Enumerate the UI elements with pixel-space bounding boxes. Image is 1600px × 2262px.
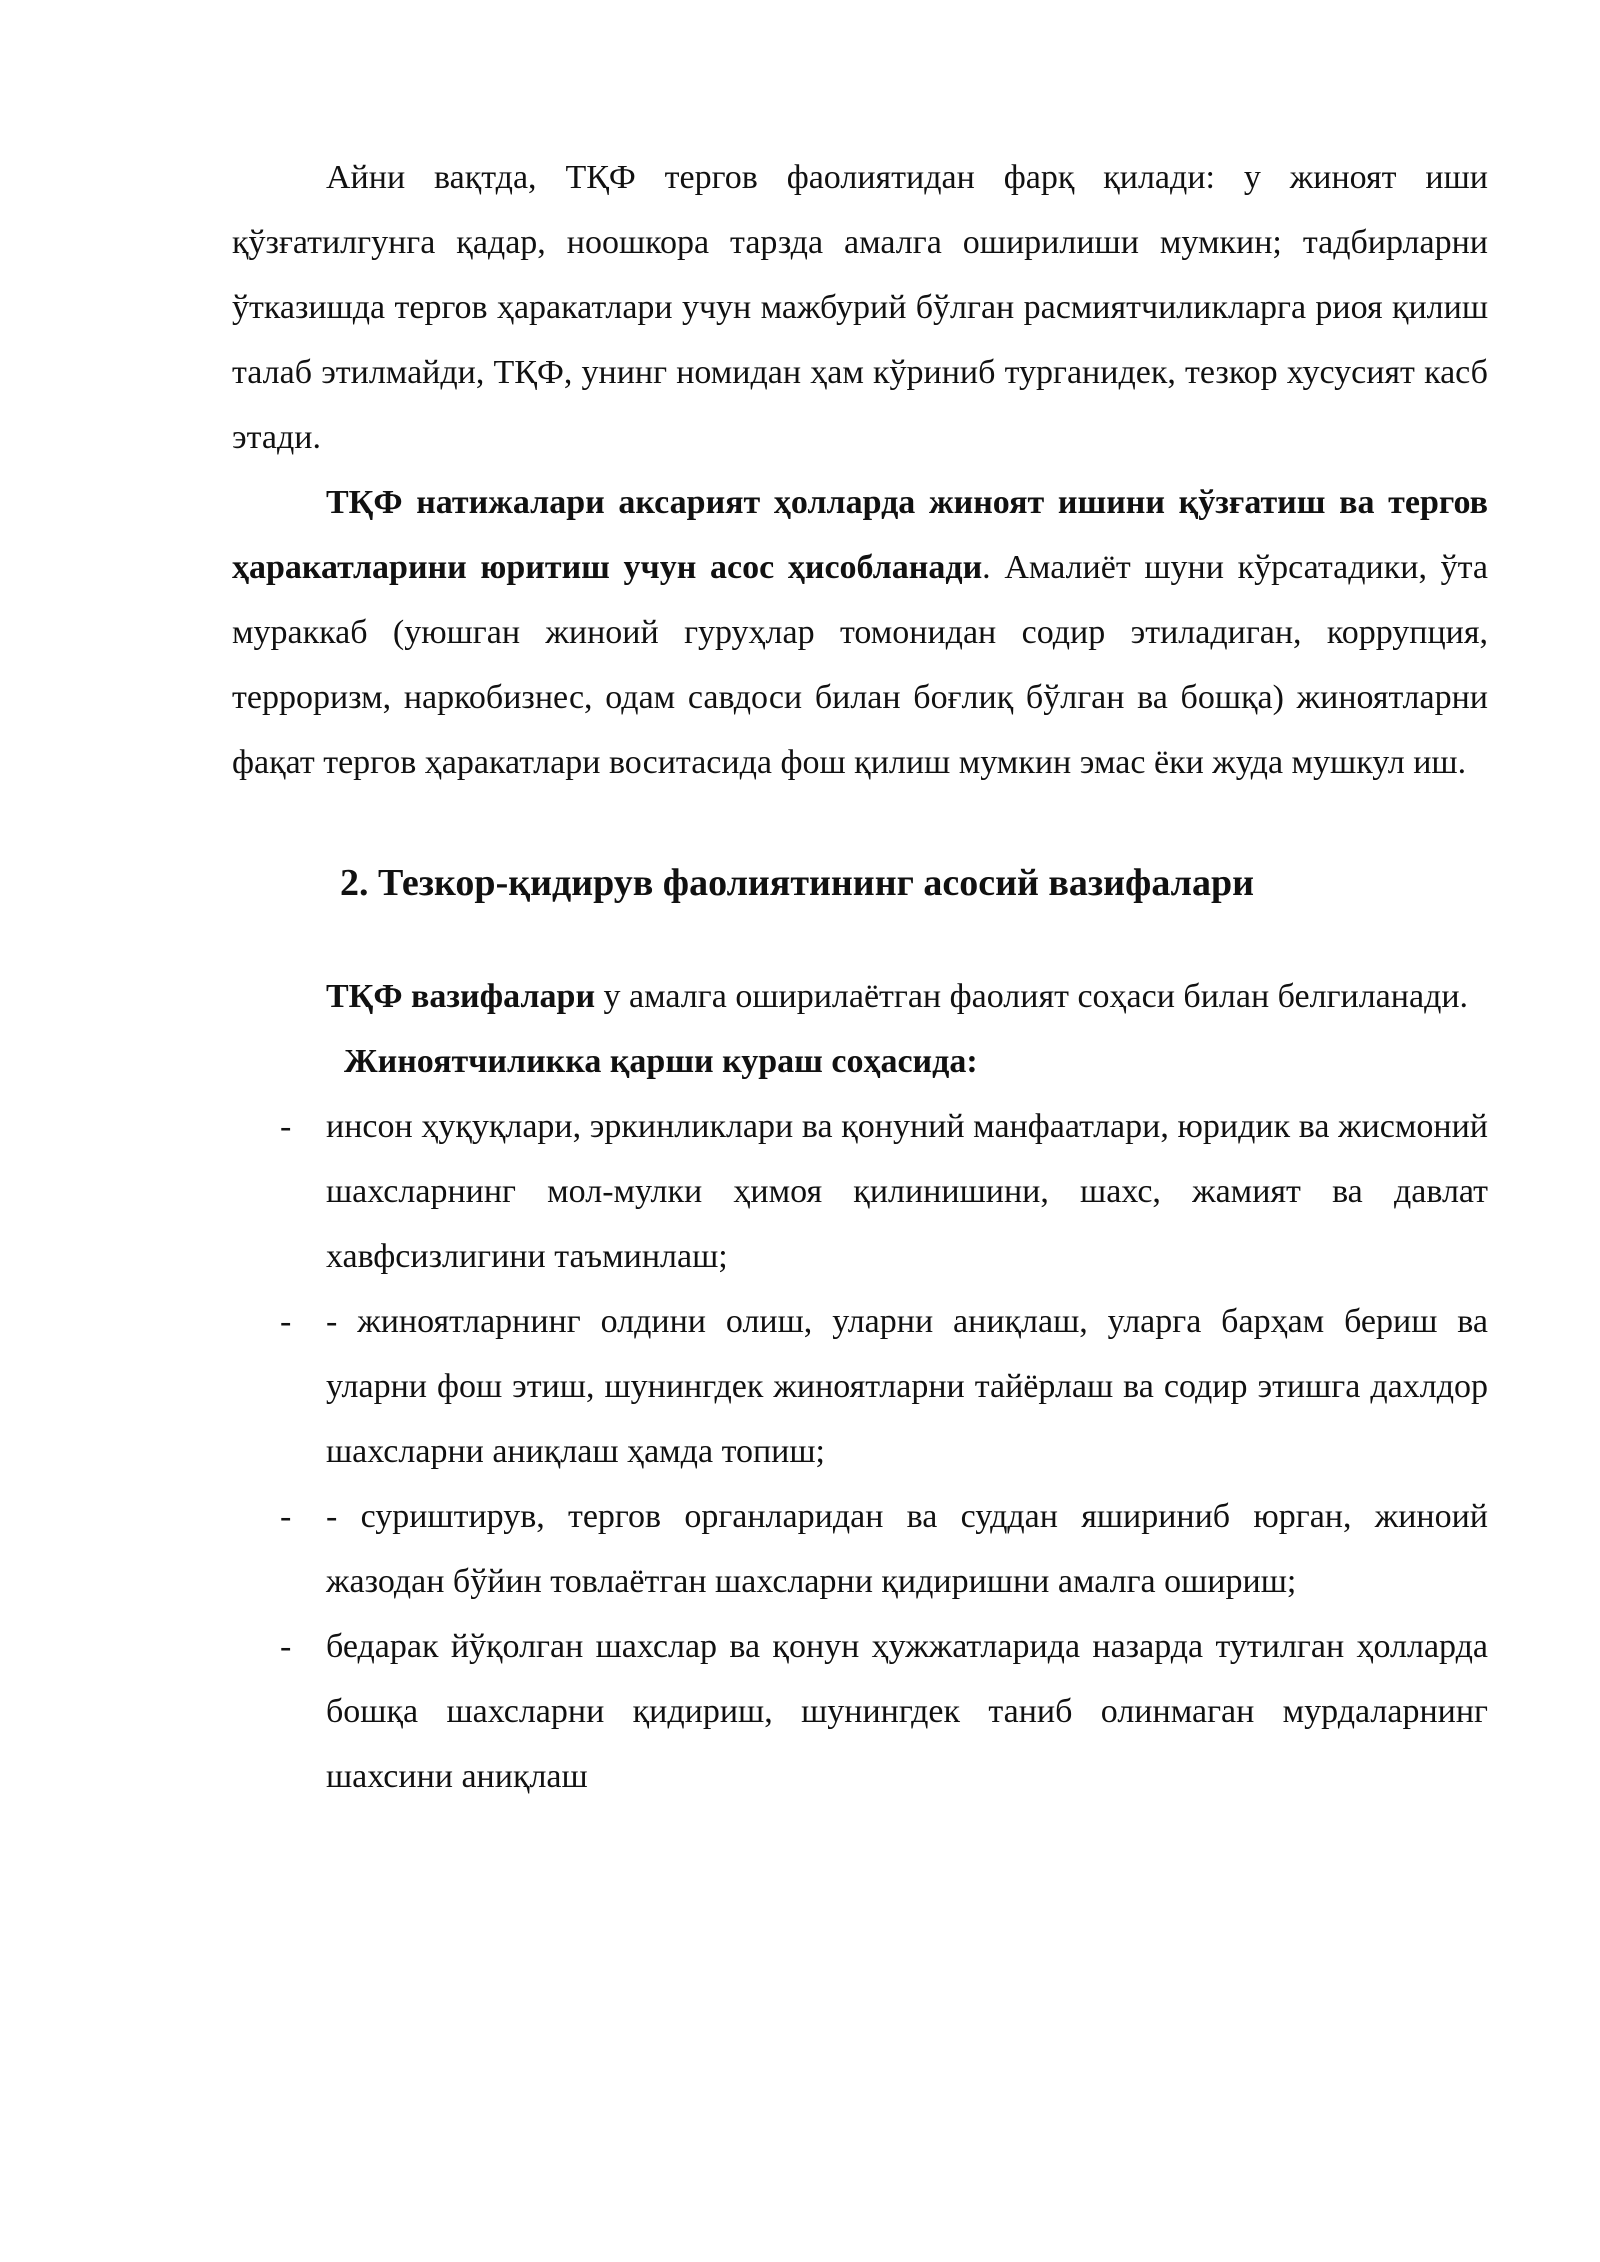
- paragraph-tasks-intro: [232, 964, 1488, 1029]
- list-item-text: инсон ҳуқуқлари, эркинликлари ва қонуний манфаатлари, юридик ва жисмоний шахсларнинг мол-мулки ҳимоя қилинишини, шахс, жамият ва давлат хавфсизлигини таъминлаш;: [326, 1108, 1488, 1275]
- paragraph-tasks-intro-text: у амалга оширилаётган фаолият соҳаси билан белгиланади.: [595, 978, 1469, 1015]
- list-dash: -: [280, 1303, 292, 1340]
- tasks-list: [232, 1094, 1488, 1809]
- list-item: [232, 1289, 1488, 1484]
- document-page: [232, 145, 1488, 1809]
- paragraph-results-basis: [232, 470, 1488, 795]
- paragraph-operational-difference: Айни вақтда, ТҚФ тергов фаолиятидан фарқ қилади: у жиноят иши қўзғатилгунга қадар, ноошкора тарзда амалга оширилиши мумкин; тадбирларни ўтказишда тергов ҳаракатлари учун мажбурий бўлган расмиятчиликларга риоя қилиш талаб этилмайди, ТҚФ, унинг номидан ҳам кўриниб турганидек, тезкор хусусият касб этади.: [232, 159, 1488, 456]
- subheading-crime-fight: Жиноятчиликка қарши кураш соҳасида:: [344, 1043, 978, 1080]
- list-dash: -: [280, 1108, 292, 1145]
- section-heading: 2. Тезкор-қидирув фаолиятининг асосий вазифалари: [340, 862, 1255, 904]
- list-item-text: - жиноятларнинг олдини олиш, уларни аниқлаш, уларга барҳам бериш ва уларни фош этиш, шунингдек жиноятларни тайёрлаш ва содир этишга дахлдор шахсларни аниқлаш ҳамда топиш;: [326, 1303, 1488, 1470]
- list-item-text: - суриштирув, тергов органларидан ва суддан яшириниб юрган, жиноий жазодан бўйин товлаётган шахсларни қидиришни амалга ошириш;: [326, 1498, 1488, 1600]
- list-item: [232, 1614, 1488, 1809]
- paragraph-results-basis-text: . Амалиёт шуни кўрсатадики, ўта мураккаб (уюшган жиноий гуруҳлар томонидан содир этиладиган, коррупция, терроризм, наркобизнес, одам савдоси билан боғлиқ бўлган ва бошқа) жиноятларни фақат тергов ҳаракатлари воситасида фош қилиш мумкин эмас ёки жуда мушкул иш.: [232, 549, 1488, 781]
- list-item: [232, 1094, 1488, 1289]
- list-dash: -: [280, 1498, 292, 1535]
- paragraph-results-basis-bold: ТҚФ натижалари аксарият ҳолларда жиноят ишини қўзғатиш ва тергов ҳаракатларини юритиш учун асос ҳисобланади: [232, 484, 1488, 586]
- paragraph-tasks-intro-bold: ТҚФ вазифалари: [326, 978, 596, 1015]
- list-item: [232, 1484, 1488, 1614]
- list-dash: -: [280, 1628, 292, 1665]
- list-item-text: бедарак йўқолган шахслар ва қонун ҳужжатларида назарда тутилган ҳолларда бошқа шахсларни қидириш, шунингдек таниб олинмаган мурдаларнинг шахсини аниқлаш: [326, 1628, 1488, 1795]
